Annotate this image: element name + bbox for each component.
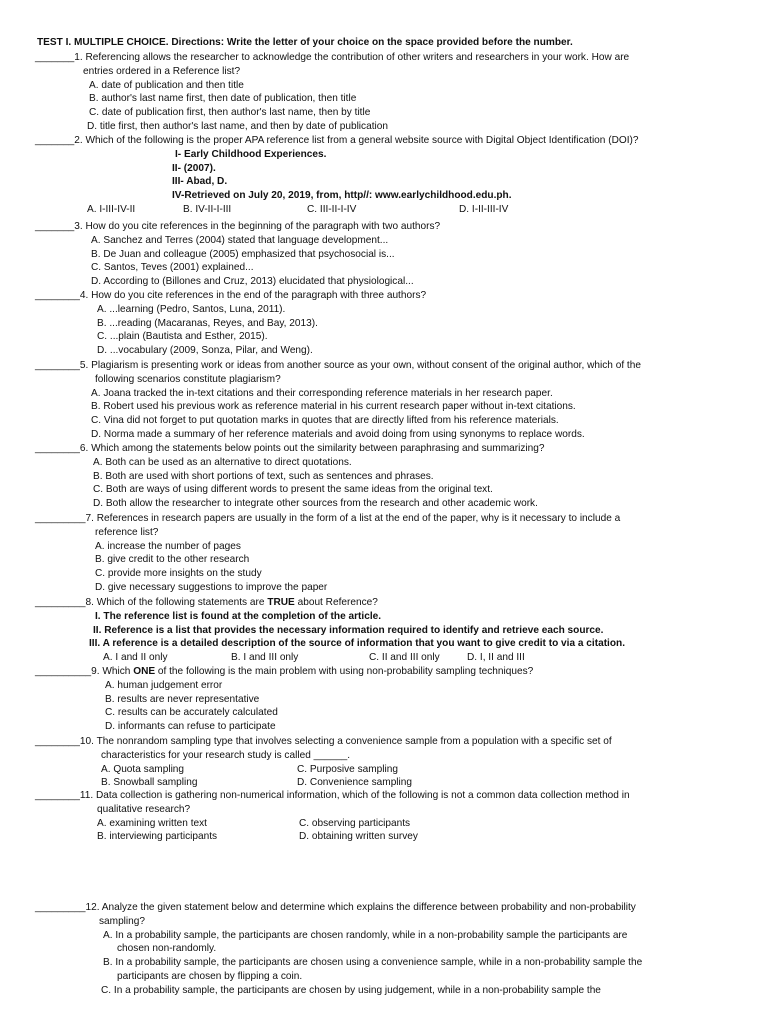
question-12-stem-cont: sampling? [99,915,146,927]
question-7-stem: _________7. References in research papers are usually in the form of a list at the end of the paper, why is it necessary to include a [35,513,621,524]
question-11-options-row-2 [35,830,735,844]
question-5 [35,359,735,442]
question-10-option-b: B. Snowball sampling [101,777,198,789]
question-7-option-a: A. increase the number of pages [95,540,241,552]
question-6-option-d: D. Both allow the researcher to integrate other sources from the research and other academic work. [93,498,538,510]
question-7-option-b: B. give credit to the other research [95,554,250,566]
question-6-option-b: B. Both are used with short portions of text, such as sentences and phrases. [93,470,434,482]
question-2-options [35,203,735,217]
question-8-option-b: B. I and III only [231,652,299,664]
question-3-option-c: C. Santos, Teves (2001) explained... [91,262,254,274]
question-4-stem: ________4. How do you cite references in the end of the paragraph with three authors? [35,290,427,301]
question-5-option-c: C. Vina did not forget to put quotation marks in quotes that are directly lifted from his reference materials. [91,415,559,427]
question-12 [35,901,735,998]
question-2 [35,134,735,217]
question-7-stem-cont: reference list? [95,526,159,538]
question-8-item-1: I. The reference list is found at the completion of the article. [95,610,382,622]
question-8-stem-emphasis: TRUE [267,597,295,608]
question-1-option-a: A. date of publication and then title [89,79,244,91]
question-12-option-b: B. In a probability sample, the participants are chosen using a convenience sample, while in a non-probability sample the [103,957,643,969]
question-3-option-b: B. De Juan and colleague (2005) emphasized that psychosocial is... [91,248,395,260]
question-12-option-b-cont: participants are chosen by flipping a coin. [117,970,303,982]
question-5-stem: ________5. Plagiarism is presenting work or ideas from another source as your own, without consent of the original author, which of the [35,360,641,371]
question-11-stem-cont: qualitative research? [97,803,191,815]
question-2-stem: _______2. Which of the following is the proper APA reference list from a general website source with Digital Object Identification (DOI)? [35,135,639,146]
question-11 [35,789,735,844]
question-2-item-2: II- (2007). [172,162,216,174]
question-8-options [35,651,735,665]
question-12-option-c: C. In a probability sample, the participants are chosen by using judgement, while in a non-probability sample the [101,984,601,996]
question-9-option-d: D. informants can refuse to participate [105,721,276,733]
question-8-option-c: C. II and III only [369,652,440,664]
question-11-option-b: B. interviewing participants [97,831,218,843]
question-8-option-a: A. I and II only [103,652,168,664]
question-8-stem-pre: _________8. Which of the following statements are [35,597,268,608]
question-6-option-c: C. Both are ways of using different words to present the same ideas from the original text. [93,484,493,496]
question-11-option-d: D. obtaining written survey [299,831,418,843]
question-5-option-b: B. Robert used his previous work as reference material in his current research paper without in-text citations. [91,401,576,413]
question-8-item-2: II. Reference is a list that provides the necessary information required to identify and retrieve each source. [93,624,604,636]
question-4-option-c: C. ...plain (Bautista and Esther, 2015). [97,331,268,343]
question-6 [35,442,735,511]
question-6-stem: ________6. Which among the statements below points out the similarity between paraphrasing and summarizing? [35,443,545,454]
question-5-option-a: A. Joana tracked the in-text citations and their corresponding reference materials in her research paper. [91,387,553,399]
question-9-stem-pre: __________9. Which [35,666,134,677]
question-9-stem [35,665,735,679]
question-1-option-d: D. title first, then author's last name, and then by date of publication [87,120,388,132]
question-9-option-b: B. results are never representative [105,693,260,705]
question-2-option-b: B. IV-II-I-III [183,203,232,215]
question-8-stem [35,596,735,610]
question-9 [35,665,735,734]
question-8-stem-post: about Reference? [294,597,378,608]
question-5-stem-cont: following scenarios constitute plagiarism? [95,373,281,385]
question-5-option-d: D. Norma made a summary of her reference materials and avoid doing from using synonyms to replace words. [91,428,585,440]
question-2-item-3: III- Abad, D. [172,176,228,188]
question-10-option-c: C. Purposive sampling [297,763,398,775]
question-7-option-d: D. give necessary suggestions to improve the paper [95,581,328,593]
question-9-stem-emphasis: ONE [133,666,156,677]
question-3-option-d: D. According to (Billones and Cruz, 2013) elucidated that physiological... [91,276,414,288]
question-8 [35,596,735,665]
question-4-option-b: B. ...reading (Macaranas, Reyes, and Bay, 2013). [97,317,318,329]
question-12-stem: _________12. Analyze the given statement below and determine which explains the difference between probability and non-probability [35,902,636,913]
question-10-option-a: A. Quota sampling [101,763,185,775]
question-9-option-c: C. results can be accurately calculated [105,707,278,719]
question-2-option-c: C. III-II-I-IV [307,203,357,215]
question-9-option-a: A. human judgement error [105,679,223,691]
question-12-option-a: A. In a probability sample, the participants are chosen randomly, while in a non-probability sample the participants are [103,929,628,941]
question-9-stem-post: of the following is the main problem with using non-probability sampling techniques? [155,666,534,677]
question-10-stem: ________10. The nonrandom sampling type that involves selecting a convenience sample from a population with a specific set of [35,736,612,747]
question-3 [35,220,735,289]
question-10 [35,735,735,790]
question-3-stem: _______3. How do you cite references in the beginning of the paragraph with two authors? [35,221,441,232]
question-7 [35,512,735,595]
question-2-option-d: D. I-II-III-IV [459,203,509,215]
question-6-option-a: A. Both can be used as an alternative to direct quotations. [93,456,352,468]
question-2-option-a: A. I-III-IV-II [87,203,136,215]
question-10-option-d: D. Convenience sampling [297,777,413,789]
question-7-option-c: C. provide more insights on the study [95,568,262,580]
question-8-item-3: III. A reference is a detailed description of the source of information that you want to give credit to via a citation. [89,638,625,650]
question-1-stem-cont: entries ordered in a Reference list? [83,65,241,77]
question-10-stem-cont: characteristics for your research study is called ______. [101,749,351,761]
question-1-stem: _______1. Referencing allows the researcher to acknowledge the contribution of other writers and researchers in your work. How are [35,52,630,63]
question-2-item-1: I- Early Childhood Experiences. [175,148,327,160]
question-1 [35,51,735,134]
question-11-stem: ________11. Data collection is gathering non-numerical information, which of the following is not a common data collection method in [35,790,630,801]
question-11-option-a: A. examining written text [97,817,207,829]
question-4 [35,289,735,358]
question-4-option-d: D. ...vocabulary (2009, Sonza, Pilar, and Weng). [97,345,313,357]
question-10-options-row-1 [35,763,735,777]
question-1-option-b: B. author's last name first, then date of publication, then title [89,93,357,105]
question-3-option-a: A. Sanchez and Terres (2004) stated that language development... [91,234,389,246]
question-11-option-c: C. observing participants [299,817,411,829]
question-1-option-c: C. date of publication first, then author's last name, then by title [89,107,371,119]
question-8-option-d: D. I, II and III [467,652,525,664]
test-title: TEST I. MULTIPLE CHOICE. Directions: Write the letter of your choice on the space provided before the number. [37,37,573,48]
question-4-option-a: A. ...learning (Pedro, Santos, Luna, 2011). [97,303,286,315]
question-12-option-a-cont: chosen non-randomly. [117,943,217,955]
question-2-item-4: IV-Retrieved on July 20, 2019, from, http//: www.earlychildhood.edu.ph. [172,190,512,202]
question-11-options-row-1 [35,817,735,831]
